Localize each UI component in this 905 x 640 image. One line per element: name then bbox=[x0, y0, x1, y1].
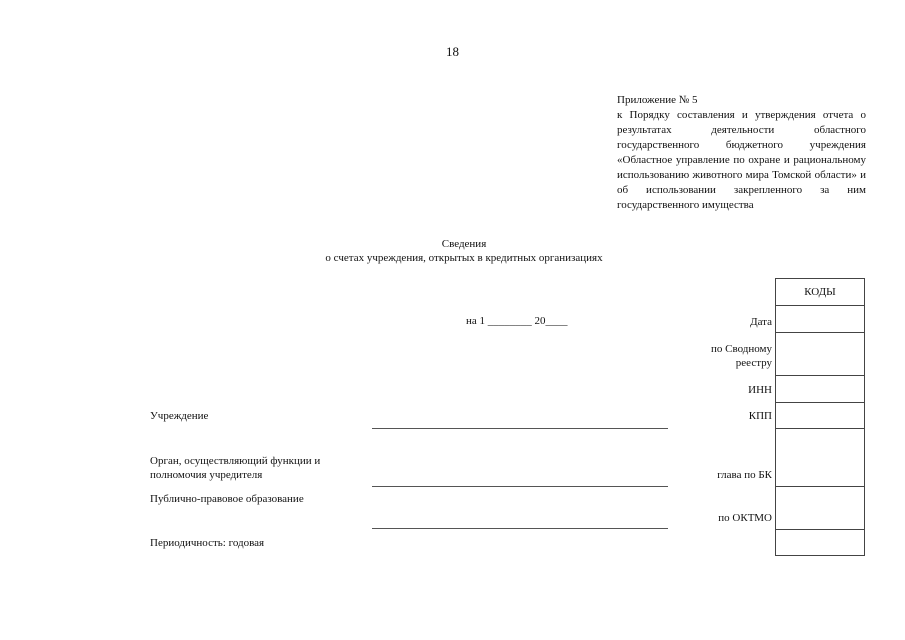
report-date-line: на 1 ________ 20____ bbox=[466, 315, 568, 327]
label-kpp: КПП bbox=[748, 410, 772, 422]
code-cell-inn bbox=[776, 376, 865, 403]
label-oktmo: по ОКТМО bbox=[718, 512, 772, 524]
document-subtitle: о счетах учреждения, открытых в кредитных организациях bbox=[325, 252, 603, 264]
document-title: Сведения bbox=[441, 238, 487, 250]
label-date: Дата bbox=[750, 316, 772, 328]
code-cell-chapter bbox=[776, 429, 865, 487]
code-cell-periodicity bbox=[776, 530, 865, 556]
codes-header: КОДЫ bbox=[776, 279, 865, 306]
appendix-title: Приложение № 5 bbox=[617, 94, 698, 106]
institution-underline bbox=[372, 428, 668, 429]
code-cell-registry bbox=[776, 333, 865, 376]
municipality-underline bbox=[372, 528, 668, 529]
codes-table bbox=[775, 278, 865, 556]
code-cell-oktmo bbox=[776, 487, 865, 530]
label-registry-text: по Сводному реестру bbox=[710, 343, 772, 369]
label-founder: Орган, осуществляющий функции и полномочия учредителя bbox=[150, 455, 321, 481]
appendix-text: к Порядку составления и утверждения отчета о результатах деятельности областного государственного бюджетного учреждения «Областное управление по охране и рациональному использованию животного мира Томской области» и об использовании закрепленного за ним государственного имущества bbox=[617, 109, 866, 211]
label-inn: ИНН bbox=[748, 384, 772, 396]
label-chapter: глава по БК bbox=[717, 469, 772, 481]
label-registry bbox=[652, 342, 772, 370]
appendix-block bbox=[617, 93, 866, 213]
label-municipality: Публично-правовое образование bbox=[150, 493, 304, 505]
label-periodicity: Периодичность: годовая bbox=[150, 537, 265, 549]
code-cell-date bbox=[776, 306, 865, 333]
page-number: 18 bbox=[446, 44, 459, 59]
founder-underline bbox=[372, 486, 668, 487]
label-institution: Учреждение bbox=[150, 410, 209, 422]
code-cell-kpp bbox=[776, 403, 865, 429]
